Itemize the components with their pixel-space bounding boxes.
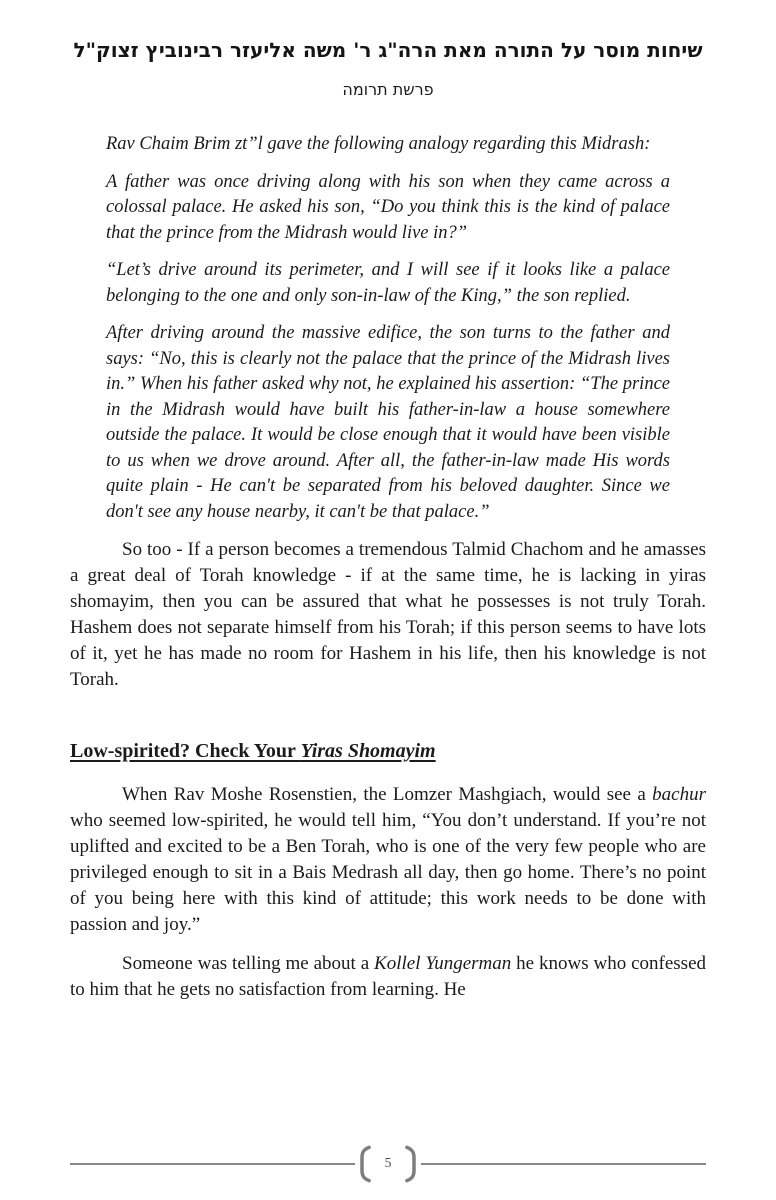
- text-run: Yiras Shomayim: [300, 740, 436, 762]
- analogy-block: [106, 132, 670, 525]
- body-paragraph-yungerman: [70, 951, 706, 1003]
- analogy-paragraph-conclusion: After driving around the massive edifice, the son turns to the father and says: “No, this is clearly not the palace that the prince of the Midrash lives in.” When his father asked why not, he explained his assertion: “The prince in the Midrash would have built his father-in-law a house somewhere outside the palace. It would be close enough that it would have been visible to us when we drove around. After all, the father-in-law made His words quite plain - He can't be separated from his beloved daughter. Since we don't see any house nearby, it can't be that palace.”: [106, 323, 670, 522]
- right-bracket-icon: [404, 1144, 419, 1184]
- analogy-paragraph-father-driving: A father was once driving along with his son when they came across a colossal palace. He asked his son, “Do you think this is the kind of palace that the prince from the Midrash would live in?”: [106, 171, 670, 243]
- document-title-hebrew: שיחות מוסר על התורה מאת הרה"ג ר' משה אליעזר רבינוביץ זצוק"ל: [73, 38, 703, 62]
- text-run: who seemed low-spirited, he would tell him, “You don’t understand. If you’re not uplifted and excited to be a Ben Torah, who is one of the very few people who are privileged enough to sit in a Bais Medrash all day, then go home. There’s no point of you being here with this kind of attitude; this work needs to be done with passion and joy.”: [70, 810, 706, 935]
- text-run: Kollel Yungerman: [374, 953, 512, 974]
- left-bracket-icon: [357, 1144, 372, 1184]
- text-run: When Rav Moshe Rosenstien, the Lomzer Mashgiach, would see a: [122, 784, 653, 805]
- footer-rule-right: [421, 1163, 706, 1165]
- analogy-paragraph-intro: Rav Chaim Brim zt”l gave the following analogy regarding this Midrash:: [106, 134, 651, 154]
- analogy-paragraph-son-reply: “Let’s drive around its perimeter, and I will see if it looks like a palace belonging to the one and only son-in-law of the King,” the son replied.: [106, 260, 670, 306]
- page-header: [70, 36, 706, 102]
- body-paragraph-so-too: So too - If a person becomes a tremendous Talmid Chachom and he amasses a great deal of Torah knowledge - if at the same time, he is lacking in yiras shomayim, then you can be assured that what he possesses is not truly Torah. Hashem does not separate himself from his Torah; if this person seems to have lots of it, yet he has made no room for Hashem in his life, then his knowledge is not Torah.: [70, 539, 706, 690]
- text-run: Someone was telling me about a: [122, 953, 375, 974]
- text-run: bachur: [652, 784, 706, 805]
- page-number: 5: [384, 1155, 392, 1171]
- text-run: Low-spirited? Check Your: [70, 740, 301, 762]
- section-heading: [70, 737, 706, 765]
- body-text: [70, 537, 706, 1003]
- footer-rule-left: [70, 1163, 355, 1165]
- text-run: he knows who confessed to him that he gets no satisfaction from learning. He: [70, 953, 707, 1000]
- body-paragraph-mashgiach: [70, 782, 706, 938]
- parsha-subtitle-hebrew: פרשת תרומה: [342, 80, 434, 99]
- page-footer: [70, 1142, 706, 1186]
